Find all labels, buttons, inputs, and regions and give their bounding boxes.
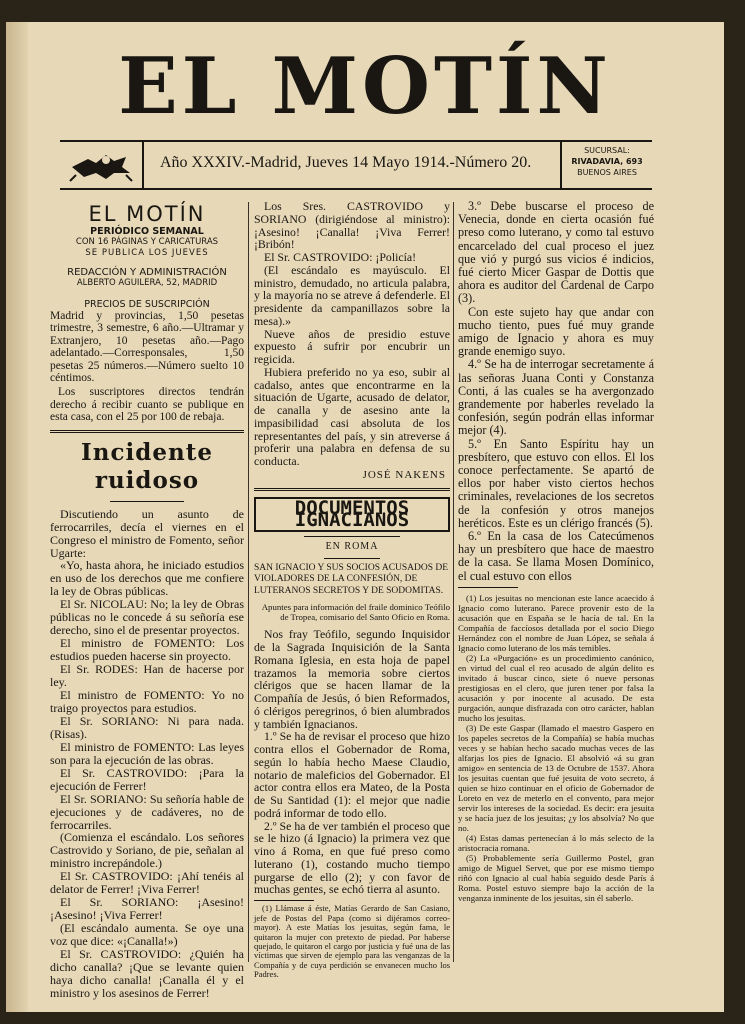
newspaper-page <box>6 22 724 1012</box>
subscriber-note <box>50 386 244 423</box>
column-rule <box>453 202 454 962</box>
subscription-subtitle: PERIÓDICO SEMANAL <box>90 226 204 237</box>
sucursal-box <box>560 142 652 188</box>
article-heading: Incidente ruidoso <box>81 438 213 494</box>
prices-paragraph: Madrid y provincias, 1,50 pesetas trimestre, 3 semestre, 6 año.—Ultramar y Extranjero, 10 pesetas año.—Pago adelantado.—Corresponsales, 1,50 pesetas 25 números.—Número suelto 10 céntimos. <box>50 310 244 385</box>
footnotes <box>458 593 654 903</box>
sucursal-label: SUCURSAL: <box>584 146 630 155</box>
footnote: (1) Los jesuitas no mencionan este lance acaecido á Ignacio como luterano. Parece provenir esto de la acusación que en España se le hacía de tal. En la Compañía de faccíosos detallada por el socio Diego Hernández con el nombre de Juan López, se señala á Ignacio como luterano de los más temibles. <box>458 592 654 653</box>
footnote: (3) De este Gaspar (llamado el maestro Gaspero en los papeles secretos de la Compañía) se había muchas veces y se habían hecho sacado muchas veces de las alfarjas los pies de Ignacio. El absolvió «á su gran amigo» en sentencia de 13 de Octubre de 1537. Ahora los jesuitas cuentan que fué jesuita de voto secreto, á quien se hizo continuar en el oficio de Gobernador de Loreto en vez de meterlo en el convento, para mejor servir los intereses de la sociedad. Es decir: era jesuita y se hacía juez de los jesuitas; ¿y los absolvía? No que no. <box>458 722 654 833</box>
column-2 <box>254 200 450 980</box>
article2-source: Apuntes para información del fraile dominico Teófilo de Tropea, comisario del Santo Oficio en Roma. <box>261 602 450 622</box>
paragraph: El ministro de FOMENTO: Las leyes son para la ejecución de las obras. <box>50 739 244 767</box>
footnote: (4) Estas damas pertenecían á lo más selecto de la aristocracia romana. <box>458 832 654 853</box>
article2-location: EN ROMA <box>325 541 379 552</box>
paragraph: (El escándalo es mayúsculo. El ministro, demudado, no articula palabra, y la mayoría no se atreve á defenderle. El presidente da campanillazos sobre la mesa).» <box>254 262 450 328</box>
paragraph: El Sr. CASTROVIDO: ¡Para la ejecución de Ferrer! <box>50 765 244 793</box>
paragraph: El Sr. SORIANO: ¡Asesino! ¡Asesino! ¡Viva Ferrer! <box>50 895 244 923</box>
divider <box>50 430 244 433</box>
paragraph: «Yo, hasta ahora, he iniciado estudios en uso de los derechos que me confiere la ley de Obras públicas. <box>50 558 244 599</box>
info-bar <box>60 140 652 190</box>
column-rule <box>248 202 249 962</box>
paragraph: 6.º En la casa de los Catecúmenos hay un presbítero que hace de maestro de la casa. Se llama Mosen Domínico, el cual estuvo con ellos <box>458 529 654 583</box>
footnote-rule <box>458 587 518 588</box>
paragraph: 3.º Debe buscarse el proceso de Venecia, donde en cierta ocasión fué preso como luterano, y como tal estuvo encarcelado del cual proceso el juez que vió y purgó sus vicios é indicios, fué cierto Micer Gaspar de Dottis que ahora es auditor del Cardenal de Carpo (3). <box>458 199 654 306</box>
divider <box>110 501 184 502</box>
paragraph: El Sr. SORIANO: Ni para nada. (Risas). <box>50 713 244 741</box>
paragraph: El Sr. CASTROVIDO: ¡Ahí tenéis al delator de Ferrer! ¡Viva Ferrer! <box>50 869 244 897</box>
footnote: (5) Probablemente sería Guillermo Postel, gran amigo de Miguel Servet, que por ese mismo tiempo riñó con Ignacio al cual había seguido desde París á Roma. Postel estuvo siempre bajo la acción de la venganza inminente de los jesuitas, sin él saberlo. <box>458 852 654 903</box>
article-body <box>50 508 244 1000</box>
paragraph: Nos fray Teófilo, segundo Inquisidor de la Sagrada Inquisición de la Santa Romana Iglesia, en esta hoja de papel trazamos la memoria sobre ciertos clérigos que se hacen llamar de la Compañía de Jesús, ó bien Reformados, ó clérigos peregrinos, ó bien alumbrados y también Ignacianos. <box>254 627 450 731</box>
prices-text <box>50 310 244 384</box>
divider <box>304 536 400 537</box>
binding-edge <box>6 22 28 1012</box>
prices-heading: PRECIOS DE SUSCRIPCIÓN <box>84 299 210 310</box>
subscriber-note-paragraph: Los suscriptores directos tendrán derecho á recibir cuanto se publique en esta casa, con el 25 por 100 de rebaja. <box>50 386 244 424</box>
column-3 <box>458 200 654 903</box>
cartoon-figure-icon <box>66 147 136 183</box>
subscription-pages-line: CON 16 PÁGINAS Y CARICATURAS <box>75 237 219 247</box>
paragraph: El Sr. CASTROVIDO: ¡Policía! <box>264 250 417 264</box>
paragraph: El Sr. CASTROVIDO: ¿Quién ha dicho canalla? ¡Que se levante quien haya dicho canalla! ¡Canalla él y el ministro y los asesinos de Ferrer! <box>50 947 244 1000</box>
footnote: (2) La «Purgación» es un procedimiento canónico, en virtud del cual el reo acusado de algún delito es invitado á buscar cinco, siete ó nueve personas prestigiosas en el clero, que juren tener por falsa la acusación y por inocente al acusado. De esta purgación, aunque disfrazada con otro carácter, hablan mucho los jesuitas. <box>458 652 654 723</box>
paragraph: 5.º En Santo Espíritu hay un presbítero, que estuvo con ellos. El los conoce perfectamente. Se apartó de ellos por haber visto ciertos hechos criminales, revelaciones de los secretos de la confesión y otros manejos heréticos. Este es un clérigo francés (5). <box>458 436 654 530</box>
sucursal-street: RIVADAVIA, 693 <box>571 157 643 166</box>
article2-heading: DOCUMENTOS IGNACIANOS <box>254 497 450 533</box>
paragraph: Los Sres. CASTROVIDO y SORIANO (dirigiéndose al ministro): ¡Asesino! ¡Canalla! ¡Viva Ferrer! ¡Bribón! <box>254 199 450 252</box>
paragraph: El ministro de FOMENTO: Yo no traigo proyectos para estudios. <box>50 688 244 715</box>
paragraph: Discutiendo un asunto de ferrocarriles, decía el viernes en el Congreso el ministro de Fomento, señor Ugarte: <box>50 506 244 560</box>
paragraph: (El escándalo aumenta. Se oye una voz que dice: «¡Canalla!») <box>50 921 244 949</box>
office-heading: REDACCIÓN Y ADMINISTRACIÓN <box>67 267 227 278</box>
divider <box>324 558 380 559</box>
column-1 <box>50 200 244 1000</box>
paragraph: (Comienza el escándalo. Los señores Castrovido y Soriano, de pie, señalan al ministro increpándole.) <box>50 830 244 871</box>
footnote: (1) Llámase á éste, Matías Gerardo de San Casiano, jefe de Postas del Papa (como si dijéramos correo-mayor). A este Matías los jesuitas, según fama, le quitaron la mujer con pretexto de piedad. Por haberse quejado, le quitaron el cargo por justicia y fué una de las víctimas que sirven de ejemplo para las venganzas de la Compañía y de cuya perdición se envanecen mucho los Padres. <box>254 903 450 980</box>
office-address: ALBERTO AGUILERA, 52, MADRID <box>76 278 218 288</box>
logo-box <box>60 142 144 188</box>
paragraph: El Sr. SORIANO: Su señoría hable de ejecuciones y de cadáveres, no de ferrocarriles. <box>50 791 244 832</box>
subscription-day-line: SE PUBLICA LOS JUEVES <box>85 248 209 258</box>
footnote-rule <box>254 900 314 901</box>
paragraph: El Sr. RODES: Han de hacerse por ley. <box>50 662 244 690</box>
paragraph: Nueve años de presidio estuve expuesto á sufrir por encubrir un regicida. <box>254 326 450 366</box>
subscription-title: EL MOTÍN <box>88 202 206 226</box>
paragraph: 2.º Se ha de ver también el proceso que se le hizo (á Ignacio) la primera vez que vino á Roma, en que fué preso como luterano (1), costando mucho tiempo purgarse de ello (2); y con favor de muchas gentes, se echó tierra al asunto. <box>254 818 450 897</box>
paragraph: El Sr. NICOLAU: No; la ley de Obras públicas no le concede á su señoría ese derecho, sino el de presentar proyectos. <box>50 597 244 638</box>
divider <box>254 488 450 491</box>
masthead-title: EL MOTÍN <box>118 41 612 132</box>
paragraph: Con este sujeto hay que andar con mucho tiento, pues fué muy grande amigo de Ignacio y ahora es muy grande enemigo suyo. <box>458 304 654 359</box>
article2-subheading: SAN IGNACIO Y SUS SOCIOS ACUSADOS DE VIOLADORES DE LA CONFESIÓN, DE LUTERANOS SECRETOS Y DE SODOMITAS. <box>254 562 449 596</box>
paragraph: Hubiera preferido no ya eso, subir al cadalso, antes que encontrarme en la situación de Ugarte, acusado de delator, de canalla y de asesino ante la impasibilidad casi absoluta de los representantes del país, y sin atreverse á proferir una palabra en defensa de su conducta. <box>254 364 450 468</box>
paragraph: 4.º Se ha de interrogar secretamente á las señoras Juana Conti y Constanza Conti, á las cuales se ha avergonzado grandemente por haberles revelado la confesión, según podrán ellas informar mejor (4). <box>458 357 654 438</box>
sucursal-city: BUENOS AIRES <box>577 168 637 177</box>
dateline: Año XXXIV.-Madrid, Jueves 14 Mayo 1914.-Número 20. <box>160 154 532 171</box>
signature: JOSÉ NAKENS <box>362 468 446 481</box>
footnotes <box>254 904 450 980</box>
paragraph: El ministro de FOMENTO: Los estudios pueden hacerse sin proyecto. <box>50 636 244 664</box>
paragraph: 1.º Se ha de revisar el proceso que hizo contra ellos el Gobernador de Roma, según lo había hecho Maese Claudio, notario de maleficios del Gobernador. El actor contra ellos era Mateo, de la Posta de Su Santidad (1): el mejor que nadie podrá informar de todo ello. <box>254 729 450 820</box>
